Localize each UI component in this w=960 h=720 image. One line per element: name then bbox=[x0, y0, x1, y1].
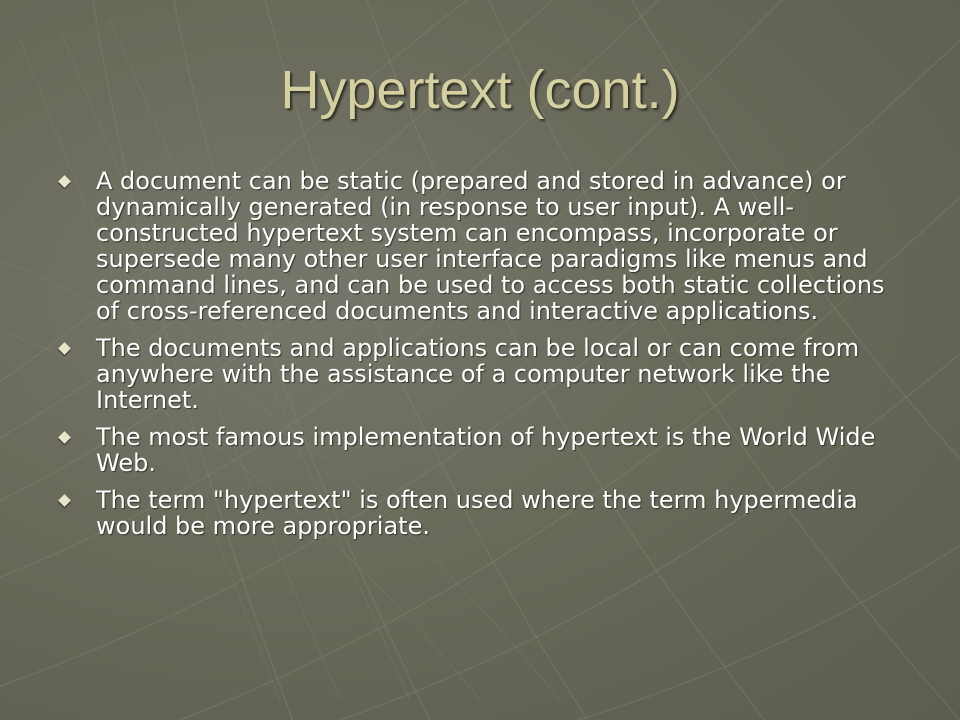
bullet-list bbox=[58, 168, 908, 550]
bullet-text: The most famous implementation of hypertext is the World Wide Web. bbox=[96, 423, 876, 477]
bullet-item bbox=[58, 424, 908, 476]
bullet-item bbox=[58, 335, 908, 413]
diamond-bullet-icon bbox=[58, 431, 71, 444]
slide-title: Hypertext (cont.) bbox=[280, 60, 680, 120]
diamond-bullet-icon bbox=[58, 175, 71, 188]
diamond-bullet-icon bbox=[58, 494, 71, 507]
diamond-bullet-icon bbox=[58, 342, 71, 355]
bullet-text: The documents and applications can be local or can come from anywhere with the assistance of a computer network like the Internet. bbox=[96, 334, 860, 414]
bullet-item bbox=[58, 168, 908, 324]
bullet-text: The term "hypertext" is often used where the term hypermedia would be more appropriate. bbox=[96, 486, 858, 540]
bullet-text: A document can be static (prepared and stored in advance) or dynamically generated (in response to user input). A well-constructed hypertext system can encompass, incorporate or supersede many other user interface paradigms like menus and command lines, and can be used to access both static collections of cross-referenced documents and interactive applications. bbox=[96, 167, 885, 325]
bullet-item bbox=[58, 487, 908, 539]
